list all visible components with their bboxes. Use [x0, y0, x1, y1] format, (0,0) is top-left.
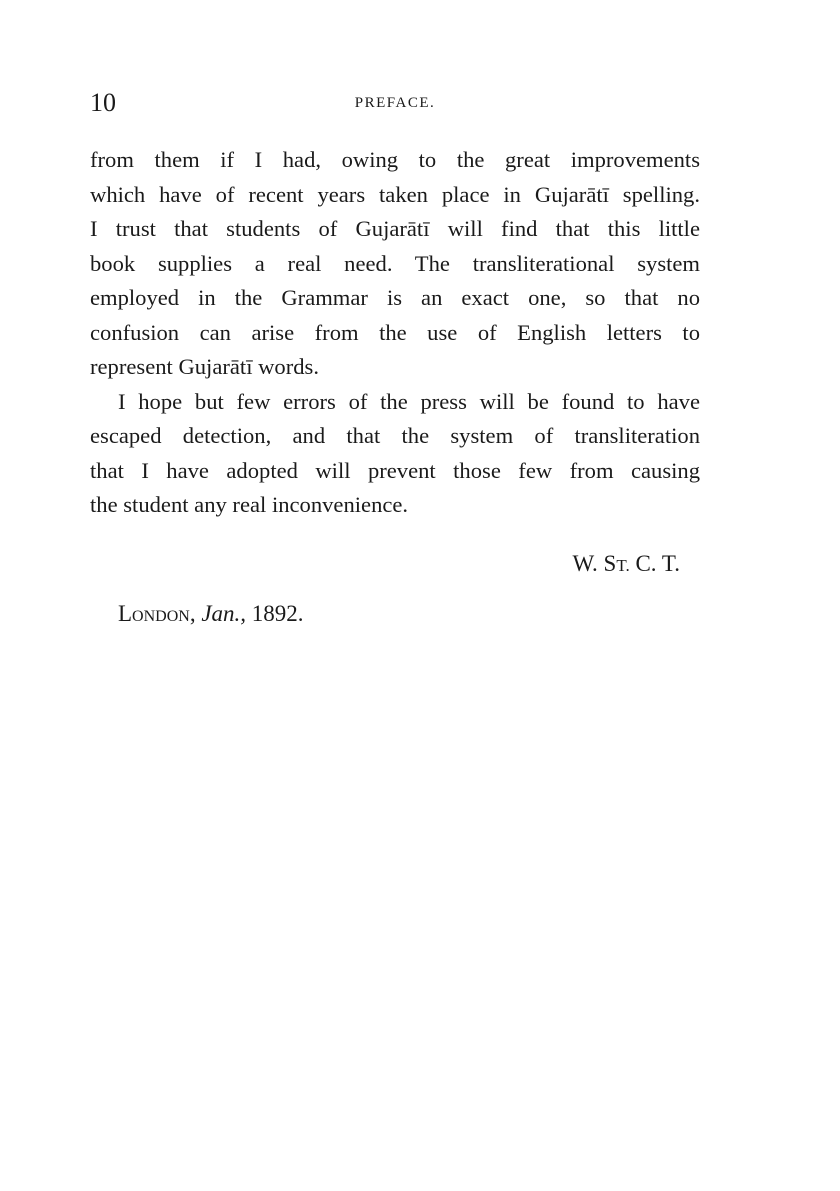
page-number: 10 [90, 88, 116, 117]
running-title: PREFACE. [354, 95, 436, 111]
text-line: employed in the Grammar is an exact one, so that no [90, 285, 700, 310]
text-line: I trust that students of Gujarātī will find that this little [90, 216, 700, 241]
paragraph-2 [90, 385, 700, 523]
text-line: escaped detection, and that the system of transliteration [90, 423, 700, 448]
dateline-month: Jan., [201, 601, 247, 626]
text-line: that I have adopted will prevent those few from causing [90, 457, 700, 483]
text-line: the student any real inconvenience. [90, 492, 409, 517]
text-line: confusion can arise from the use of English letters to [90, 319, 700, 345]
signature-st-capital: S [603, 551, 617, 576]
paragraph-1 [90, 143, 700, 385]
text-line: from them if I had, owing to the great improvements [90, 147, 700, 172]
body-text [90, 143, 700, 523]
signature-initials [572, 547, 680, 583]
signature-ct: C. T. [635, 551, 680, 576]
text-line: represent Gujarātī words. [90, 354, 319, 379]
dateline-place: London, [118, 601, 196, 626]
signature-w: W. [572, 551, 598, 576]
signature-st [604, 551, 630, 576]
dateline-year: 1892. [251, 601, 304, 626]
signature-st-small: T. [616, 556, 630, 575]
text-line: I hope but few errors of the press will be found to have [118, 388, 700, 414]
running-head [90, 88, 700, 118]
text-line: which have of recent years taken place in Gujarātī spelling. [90, 181, 700, 207]
text-line: book supplies a real need. The transliterational system [90, 250, 700, 276]
dateline [118, 597, 304, 631]
